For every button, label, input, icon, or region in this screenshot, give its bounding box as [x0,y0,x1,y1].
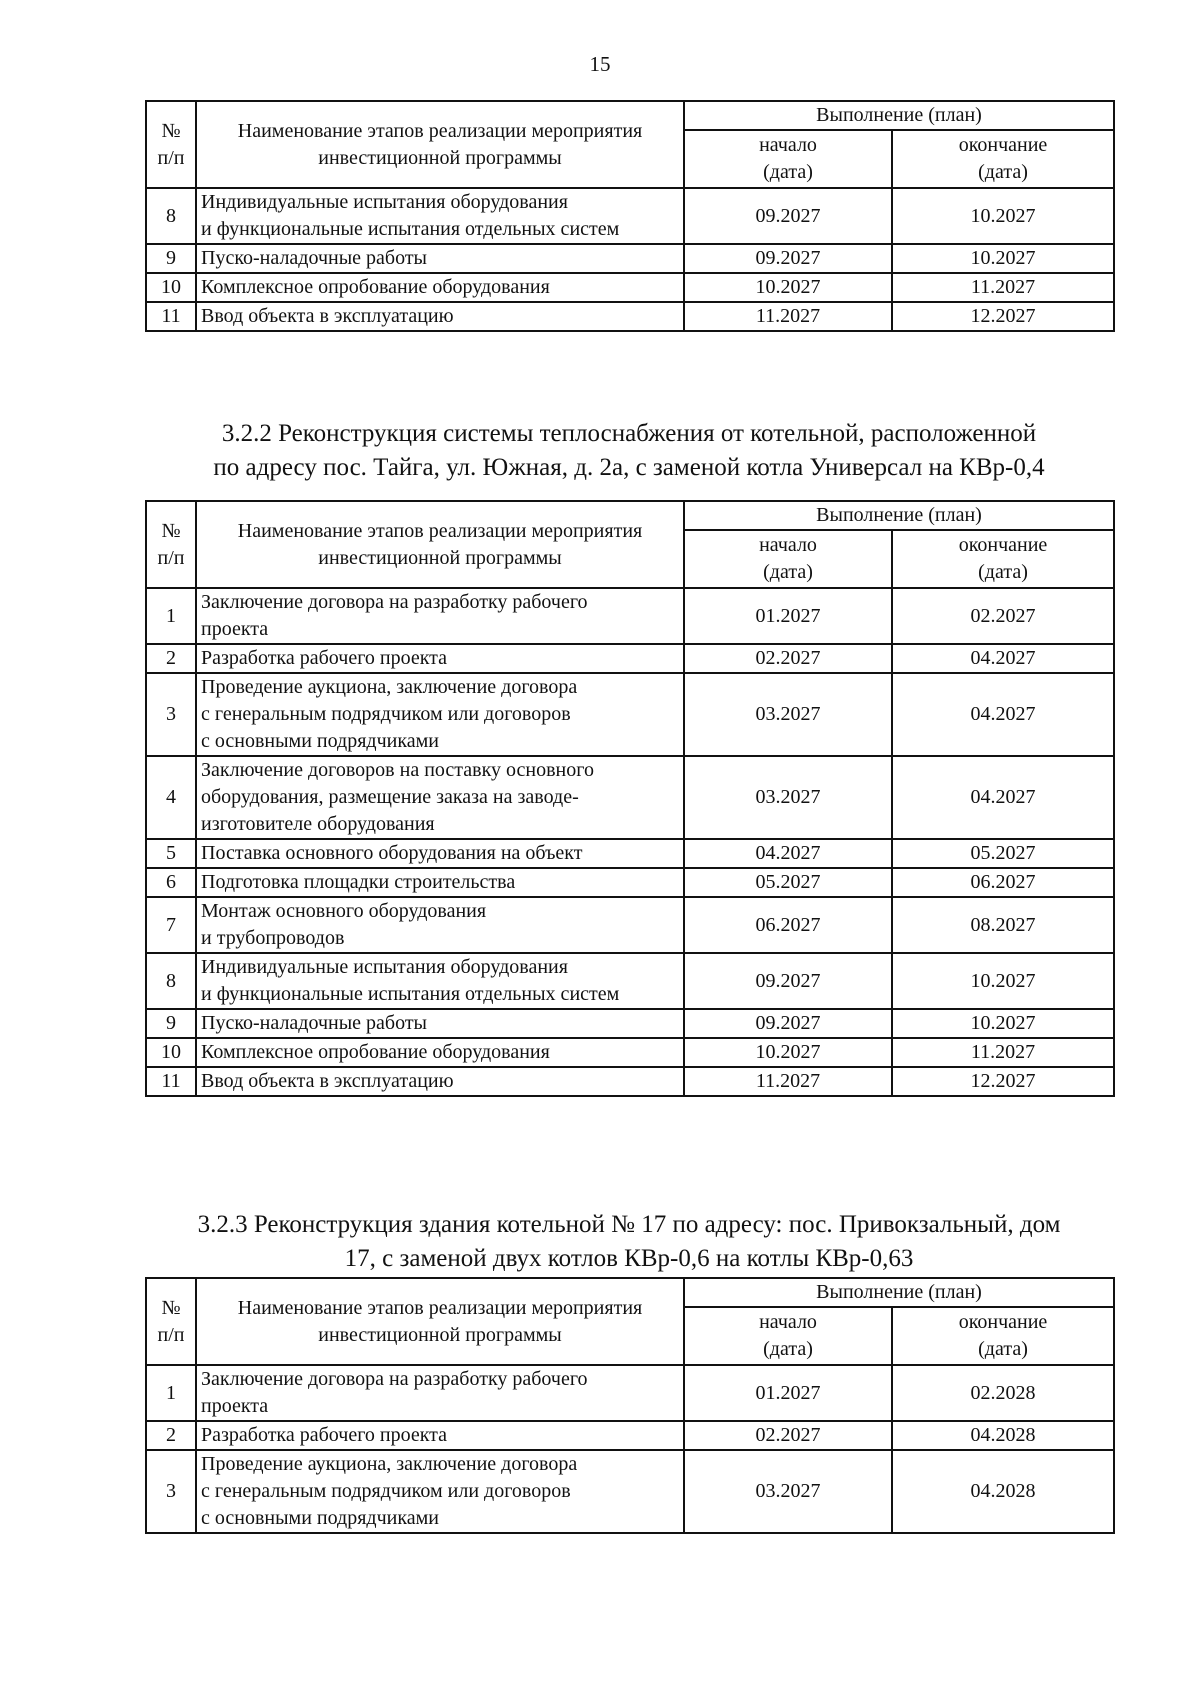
row-number: 6 [146,868,196,897]
header-stage-name: Наименование этапов реализации мероприятия инвестиционной программы [196,1278,684,1365]
row-number: 9 [146,244,196,273]
header-end-date: окончание (дата) [892,530,1114,588]
table-row [146,673,1114,756]
end-date: 02.2027 [892,588,1114,644]
start-date: 05.2027 [684,868,892,897]
stages-table-3-2-3 [145,1277,1115,1534]
row-number: 11 [146,302,196,331]
row-number: 11 [146,1067,196,1096]
start-date: 10.2027 [684,273,892,302]
end-date: 04.2028 [892,1450,1114,1533]
start-date: 09.2027 [684,953,892,1009]
header-execution-plan: Выполнение (план) [684,501,1114,530]
table-row [146,1038,1114,1067]
end-date: 10.2027 [892,244,1114,273]
stage-name: Ввод объекта в эксплуатацию [196,1067,684,1096]
header-stage-name: Наименование этапов реализации мероприятия инвестиционной программы [196,501,684,588]
row-number: 1 [146,588,196,644]
stage-name: Разработка рабочего проекта [196,1421,684,1450]
table-row [146,1365,1114,1421]
header-num: № п/п [146,1278,196,1365]
start-date: 03.2027 [684,673,892,756]
start-date: 10.2027 [684,1038,892,1067]
stage-name: Монтаж основного оборудования и трубопроводов [196,897,684,953]
end-date: 06.2027 [892,868,1114,897]
start-date: 09.2027 [684,244,892,273]
start-date: 02.2027 [684,644,892,673]
row-number: 8 [146,953,196,1009]
start-date: 11.2027 [684,302,892,331]
end-date: 08.2027 [892,897,1114,953]
stage-name: Ввод объекта в эксплуатацию [196,302,684,331]
stage-name: Заключение договоров на поставку основного оборудования, размещение заказа на заводе- изготовителе оборудования [196,756,684,839]
row-number: 2 [146,1421,196,1450]
end-date: 11.2027 [892,1038,1114,1067]
end-date: 02.2028 [892,1365,1114,1421]
header-execution-plan: Выполнение (план) [684,101,1114,130]
end-date: 05.2027 [892,839,1114,868]
table-row [146,756,1114,839]
stage-name: Поставка основного оборудования на объект [196,839,684,868]
row-number: 10 [146,1038,196,1067]
header-start-date: начало (дата) [684,1307,892,1365]
row-number: 5 [146,839,196,868]
end-date: 12.2027 [892,1067,1114,1096]
header-num: № п/п [146,101,196,188]
page-number: 15 [589,52,611,76]
header-end-date: окончание (дата) [892,1307,1114,1365]
table-row [146,868,1114,897]
stage-name: Заключение договора на разработку рабочего проекта [196,1365,684,1421]
table-row [146,1009,1114,1038]
end-date: 10.2027 [892,188,1114,244]
start-date: 06.2027 [684,897,892,953]
start-date: 01.2027 [684,588,892,644]
table-row [146,644,1114,673]
section-title-3-2-3: 3.2.3 Реконструкция здания котельной № 17 по адресу: пос. Привокзальный, дом 17, с заменой двух котлов КВр-0,6 на котлы КВр-0,63 [197,1211,1061,1272]
header-num: № п/п [146,501,196,588]
table-row [146,953,1114,1009]
stage-name: Заключение договора на разработку рабочего проекта [196,588,684,644]
stage-name: Проведение аукциона, заключение договора с генеральным подрядчиком или договоров с основными подрядчиками [196,1450,684,1533]
row-number: 4 [146,756,196,839]
table-row [146,588,1114,644]
stage-name: Комплексное опробование оборудования [196,1038,684,1067]
start-date: 04.2027 [684,839,892,868]
table-row [146,188,1114,244]
end-date: 04.2027 [892,644,1114,673]
header-end-date: окончание (дата) [892,130,1114,188]
stage-name: Проведение аукциона, заключение договора с генеральным подрядчиком или договоров с основными подрядчиками [196,673,684,756]
stages-table-3-2-2 [145,500,1115,1097]
end-date: 04.2027 [892,756,1114,839]
row-number: 2 [146,644,196,673]
row-number: 9 [146,1009,196,1038]
table-row [146,1067,1114,1096]
row-number: 7 [146,897,196,953]
end-date: 04.2028 [892,1421,1114,1450]
end-date: 10.2027 [892,1009,1114,1038]
row-number: 1 [146,1365,196,1421]
stage-name: Подготовка площадки строительства [196,868,684,897]
start-date: 09.2027 [684,1009,892,1038]
table-row [146,1450,1114,1533]
end-date: 10.2027 [892,953,1114,1009]
end-date: 11.2027 [892,273,1114,302]
start-date: 02.2027 [684,1421,892,1450]
stage-name: Индивидуальные испытания оборудования и функциональные испытания отдельных систем [196,188,684,244]
header-start-date: начало (дата) [684,530,892,588]
header-stage-name: Наименование этапов реализации мероприятия инвестиционной программы [196,101,684,188]
table-row [146,1421,1114,1450]
row-number: 3 [146,673,196,756]
table-row [146,244,1114,273]
stage-name: Разработка рабочего проекта [196,644,684,673]
stages-table-continued [145,100,1115,332]
end-date: 04.2027 [892,673,1114,756]
header-start-date: начало (дата) [684,130,892,188]
start-date: 09.2027 [684,188,892,244]
stage-name: Индивидуальные испытания оборудования и функциональные испытания отдельных систем [196,953,684,1009]
table-row [146,273,1114,302]
section-title-3-2-2: 3.2.2 Реконструкция системы теплоснабжения от котельной, расположенной по адресу пос. Тайга, ул. Южная, д. 2а, с заменой котла Универсал на КВр-0,4 [213,420,1045,481]
row-number: 8 [146,188,196,244]
row-number: 10 [146,273,196,302]
start-date: 03.2027 [684,756,892,839]
stage-name: Пуско-наладочные работы [196,244,684,273]
stage-name: Комплексное опробование оборудования [196,273,684,302]
row-number: 3 [146,1450,196,1533]
start-date: 11.2027 [684,1067,892,1096]
start-date: 01.2027 [684,1365,892,1421]
table-row [146,897,1114,953]
end-date: 12.2027 [892,302,1114,331]
table-row [146,839,1114,868]
table-row [146,302,1114,331]
header-execution-plan: Выполнение (план) [684,1278,1114,1307]
stage-name: Пуско-наладочные работы [196,1009,684,1038]
start-date: 03.2027 [684,1450,892,1533]
